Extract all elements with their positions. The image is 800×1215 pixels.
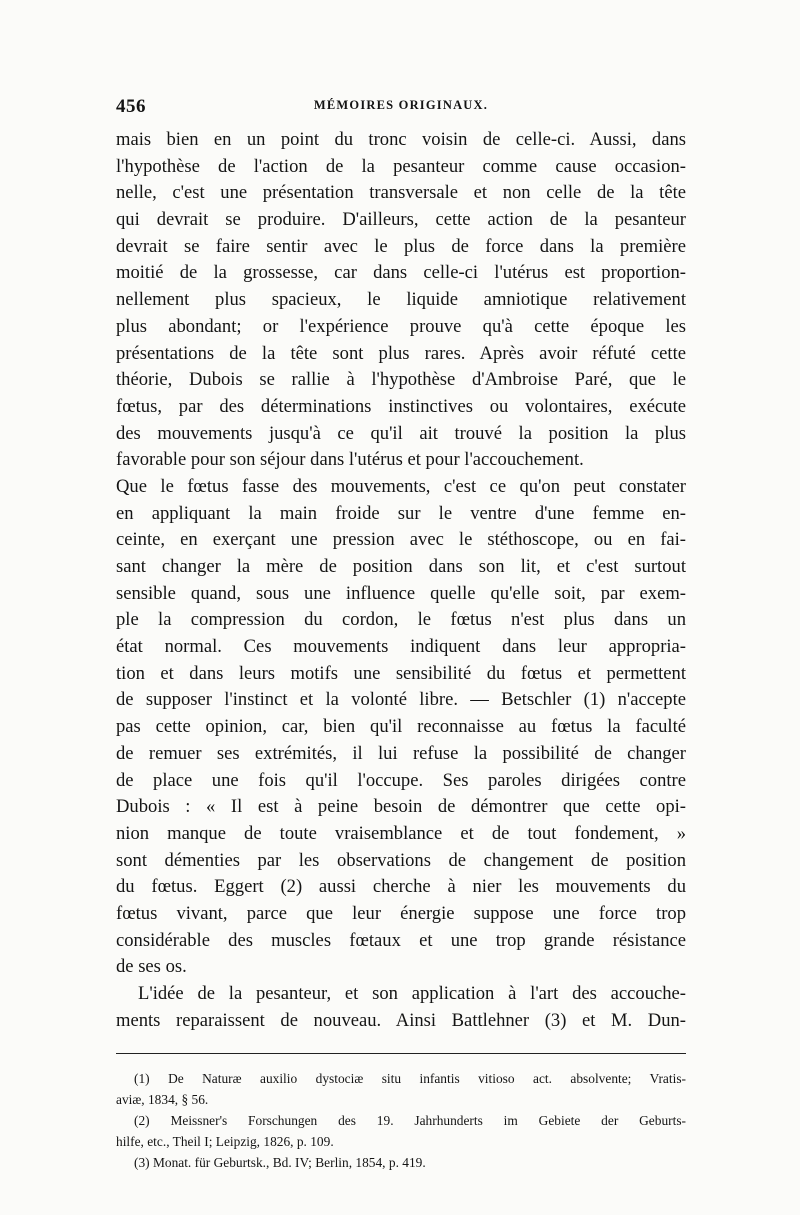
footnote-line: hilfe, etc., Theil I; Leipzig, 1826, p. 109. xyxy=(116,1134,334,1149)
text-line: Que le fœtus fasse des mouvements, c'est ce qu'on peut constater xyxy=(116,475,686,497)
text-line: sensible quand, sous une influence quelle qu'elle soit, par exem- xyxy=(116,582,686,604)
text-line: de place une fois qu'il l'occupe. Ses paroles dirigées contre xyxy=(116,769,686,791)
text-line: de supposer l'instinct et la volonté libre. — Betschler (1) n'accepte xyxy=(116,689,686,711)
text-line: l'hypothèse de l'action de la pesanteur comme cause occasion- xyxy=(116,155,686,177)
text-line: ple la compression du cordon, le fœtus n'est plus dans un xyxy=(116,609,686,631)
footnotes xyxy=(116,1068,686,1173)
text-line: du fœtus. Eggert (2) aussi cherche à nier les mouvements du xyxy=(116,876,686,898)
text-line: sont démenties par les observations de changement de position xyxy=(116,849,686,871)
text-line: fœtus vivant, parce que leur énergie suppose une force trop xyxy=(116,902,686,924)
footnote-line: (1) De Naturæ auxilio dystociæ situ infantis vitioso act. absolvente; Vratis- xyxy=(134,1071,686,1086)
text-line: de remuer ses extrémités, il lui refuse la possibilité de changer xyxy=(116,742,686,764)
text-line: mais bien en un point du tronc voisin de celle-ci. Aussi, dans xyxy=(116,129,686,150)
text-line: tion et dans leurs motifs une sensibilité du fœtus et permettent xyxy=(116,662,686,684)
text-line: qui devrait se produire. D'ailleurs, cette action de la pesanteur xyxy=(116,209,686,231)
text-line: des mouvements jusqu'à ce qu'il ait trouvé la position la plus xyxy=(116,422,686,444)
text-line: théorie, Dubois se rallie à l'hypothèse d'Ambroise Paré, que le xyxy=(116,369,686,391)
text-line: pas cette opinion, car, bien qu'il reconnaisse au fœtus la faculté xyxy=(116,716,686,738)
text-line: fœtus, par des déterminations instinctives ou volontaires, exécute xyxy=(116,395,686,417)
text-line: L'idée de la pesanteur, et son application à l'art des accouche- xyxy=(138,983,686,1004)
text-line: de ses os. xyxy=(116,956,187,978)
text-line: ments reparaissent de nouveau. Ainsi Battlehner (3) et M. Dun- xyxy=(116,1009,686,1031)
page-number: 456 xyxy=(116,96,146,117)
body-text xyxy=(116,127,686,1034)
text-line: favorable pour son séjour dans l'utérus et pour l'accouchement. xyxy=(116,449,584,471)
text-line: ceinte, en exerçant une pression avec le stéthoscope, ou en fai- xyxy=(116,529,686,551)
footnote-line: aviæ, 1834, § 56. xyxy=(116,1092,209,1107)
running-head: MÉMOIRES ORIGINAUX. xyxy=(313,98,489,112)
text-line: considérable des muscles fœtaux et une trop grande résistance xyxy=(116,929,686,951)
text-line: nellement plus spacieux, le liquide amniotique relativement xyxy=(116,289,686,311)
footnote-line: (2) Meissner's Forschungen des 19. Jahrhunderts im Gebiete der Geburts- xyxy=(134,1113,686,1128)
page-header xyxy=(116,96,686,120)
text-line: état normal. Ces mouvements indiquent dans leur appropria- xyxy=(116,636,686,658)
text-line: moitié de la grossesse, car dans celle-ci l'utérus est proportion- xyxy=(116,262,686,284)
text-line: Dubois : « Il est à peine besoin de démontrer que cette opi- xyxy=(116,796,686,818)
text-line: présentations de la tête sont plus rares. Après avoir réfuté cette xyxy=(116,342,686,364)
text-line: sant changer la mère de position dans son lit, et c'est surtout xyxy=(116,556,686,577)
footnote-divider xyxy=(116,1053,686,1054)
text-line: nelle, c'est une présentation transversale et non celle de la tête xyxy=(116,182,686,204)
text-line: plus abondant; or l'expérience prouve qu'à cette époque les xyxy=(116,315,686,337)
text-line: nion manque de toute vraisemblance et de tout fondement, » xyxy=(116,822,686,844)
text-line: devrait se faire sentir avec le plus de force dans la première xyxy=(116,235,686,257)
text-line: en appliquant la main froide sur le ventre d'une femme en- xyxy=(116,502,686,524)
footnote-line: (3) Monat. für Geburtsk., Bd. IV; Berlin, 1854, p. 419. xyxy=(134,1155,426,1170)
